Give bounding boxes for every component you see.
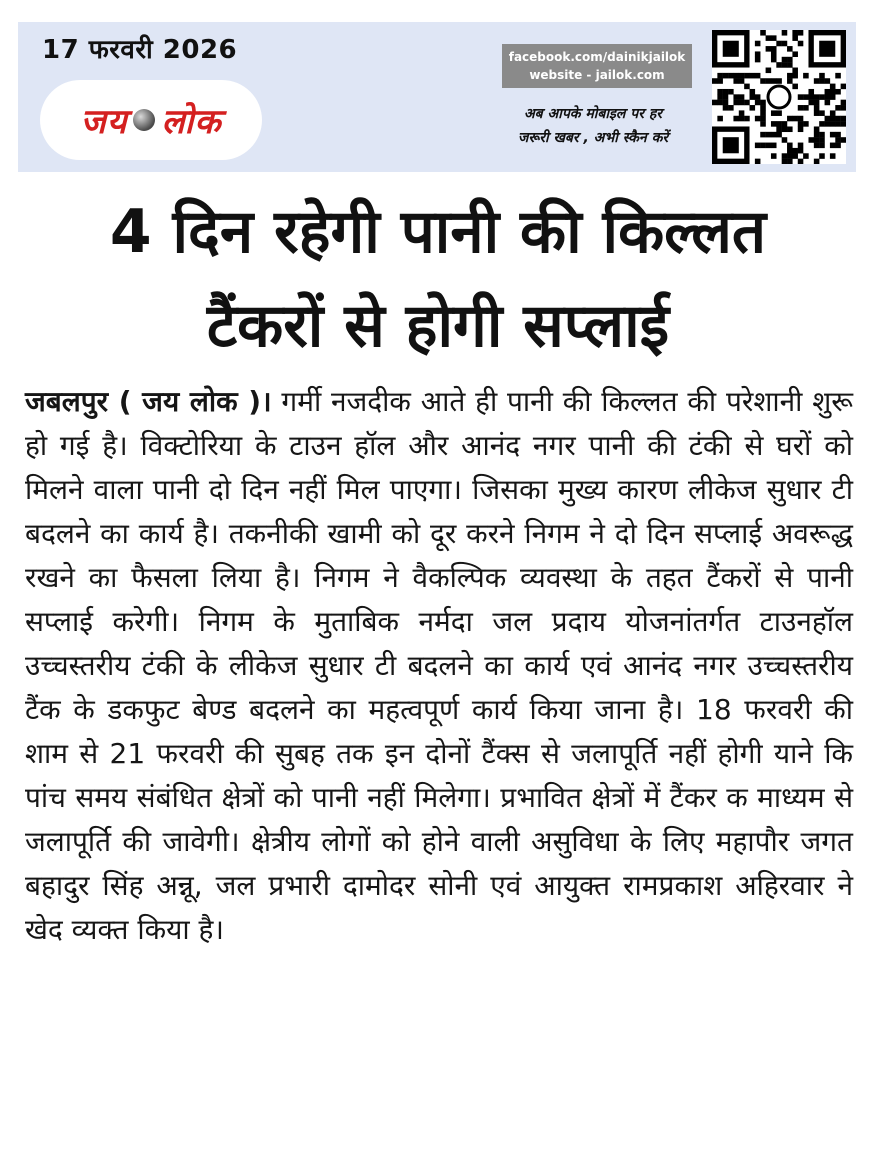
headline-line-2: टैंकरों से होगी सप्लाई — [206, 291, 670, 361]
website-link[interactable]: website - jailok.com — [529, 68, 665, 82]
facebook-link[interactable]: facebook.com/dainikjailok — [508, 50, 686, 64]
logo-text-left: जय — [80, 102, 128, 142]
masthead — [18, 22, 856, 172]
social-links-box[interactable] — [502, 44, 692, 88]
newspaper-logo[interactable] — [40, 80, 262, 160]
article-text: गर्मी नजदीक आते ही पानी की किल्लत की परेशानी शुरू हो गई है। विक्टोरिया के टाउन हॉल और आनंद नगर पानी की टंकी से घरों को मिलने वाला पानी दो दिन नहीं मिल पाएगा। जिसका मुख्य कारण लीकेज सुधार टी बदलने का कार्य है। तकनीकी खामी को दूर करने निगम ने दो दिन सप्लाई अवरूद्ध रखने का फैसला लिया है। निगम ने वैकल्पिक व्यवस्था के तहत टैंकरों से पानी सप्लाई करेगी। निगम के मुताबिक नर्मदा जल प्रदाय योजनांतर्गत टाउनहॉल उच्चस्तरीय टंकी के लीकेज सुधार टी बदलने का कार्य एवं आनंद नगर उच्चस्तरीय टैंक के डकफुट बेण्ड बदलने का महत्वपूर्ण कार्य किया जाना है। 18 फरवरी की शाम से 21 फरवरी की सुबह तक इन दोनों टैंक्स से जलापूर्ति नहीं होगी याने कि पांच समय संबंधित क्षेत्रों को पानी नहीं मिलेगा। प्रभावित क्षेत्रों में टैंकर क माध्यम से जलापूर्ति की जावेगी। क्षेत्रीय लोगों को होने वाली असुविधा के लिए महापौर जगत बहादुर सिंह अन्नू, जल प्रभारी दामोदर सोनी एवं आयुक्त रामप्रकाश अहिरवार ने खेद व्यक्त किया है। — [25, 385, 853, 946]
globe-icon — [133, 109, 155, 131]
article-dateline: जबलपुर ( जय लोक )। — [25, 385, 272, 418]
qr-code-graphic — [712, 30, 846, 164]
scan-prompt — [488, 102, 698, 150]
scan-prompt-line1: अब आपके मोबाइल पर हर — [523, 106, 663, 122]
logo-text-right: लोक — [161, 102, 222, 142]
issue-date: 17 फरवरी 2026 — [42, 35, 238, 65]
qr-code-icon[interactable] — [712, 30, 846, 164]
scan-prompt-line2: जरूरी खबर , अभी स्कैन करें — [517, 130, 669, 146]
headline-line-1: 4 दिन रहेगी पानी की किल्लत — [109, 197, 767, 267]
article-body — [25, 380, 853, 952]
